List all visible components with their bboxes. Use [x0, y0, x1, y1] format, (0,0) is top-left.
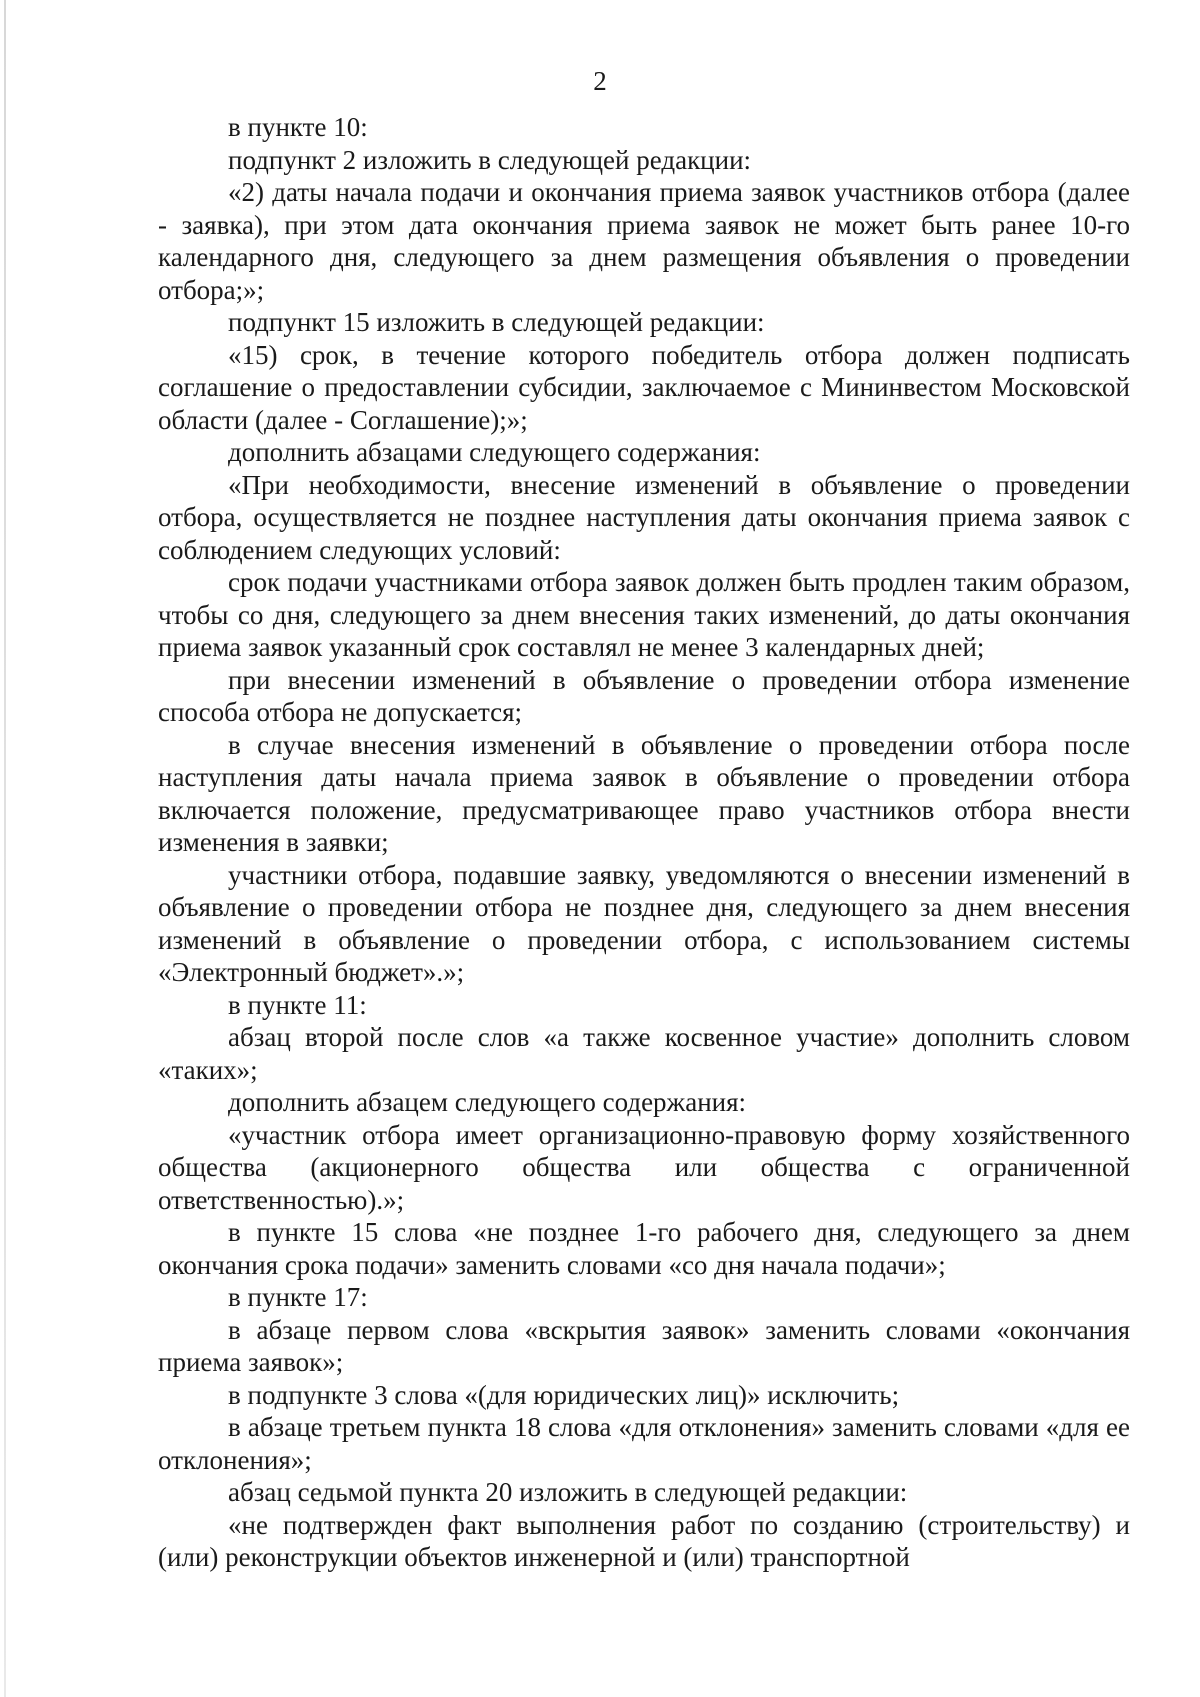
paragraph: дополнить абзацами следующего содержания: [228, 437, 761, 467]
document-body [158, 111, 1130, 1574]
paragraph: «15) срок, в течение которого победитель отбора должен подписать соглашение о предоставлении субсидии, заключаемое с Мининвестом Московской области (далее - Соглашение);»; [158, 339, 1130, 435]
paragraph: в пункте 17: [228, 1282, 368, 1312]
scan-edge [4, 0, 6, 1697]
paragraph: дополнить абзацем следующего содержания: [228, 1087, 747, 1117]
paragraph: подпункт 2 изложить в следующей редакции: [228, 144, 752, 175]
paragraph: в пункте 11: [228, 989, 367, 1020]
paragraph: абзац седьмой пункта 20 изложить в следующей редакции: [228, 1477, 908, 1507]
page-number: 2 [593, 66, 607, 96]
paragraph: в пункте 15 слова «не позднее 1-го рабочего дня, следующего за днем окончания срока подачи» заменить словами «со дня начала подачи»; [158, 1217, 1130, 1280]
paragraph: в подпункте 3 слова «(для юридических лиц)» исключить; [228, 1379, 900, 1410]
paragraph: «не подтвержден факт выполнения работ по созданию (строительству) и (или) реконструкции объектов инженерной и (или) транспортной [158, 1509, 1130, 1572]
paragraph: «2) даты начала подачи и окончания приема заявок участников отбора (далее - заявка), при этом дата окончания приема заявок не может быть ранее 10-го календарного дня, следующего за днем размещения объявления о проведении отбора;»; [158, 177, 1130, 305]
paragraph: в случае внесения изменений в объявление о проведении отбора после наступления даты начала приема заявок в объявление о проведении отбора включается положение, предусматривающее право участников отбора внести изменения в заявки; [158, 729, 1130, 857]
paragraph: в абзаце первом слова «вскрытия заявок» заменить словами «окончания приема заявок»; [158, 1314, 1130, 1377]
paragraph: «участник отбора имеет организационно-правовую форму хозяйственного общества (акционерного общества или общества с ограниченной ответственностью).»; [158, 1119, 1130, 1215]
paragraph: в пункте 10: [228, 112, 368, 142]
paragraph: срок подачи участниками отбора заявок должен быть продлен таким образом, чтобы со дня, следующего за днем внесения таких изменений, до даты окончания приема заявок указанный срок составлял не менее 3 календарных дней; [158, 567, 1130, 662]
paragraph: в абзаце третьем пункта 18 слова «для отклонения» заменить словами «для ее отклонения»; [158, 1412, 1130, 1475]
paragraph: участники отбора, подавшие заявку, уведомляются о внесении изменений в объявление о проведении отбора не позднее дня, следующего за днем внесения изменений в объявление о проведении отбора, с использованием системы «Электронный бюджет».»; [158, 859, 1130, 987]
paragraph: подпункт 15 изложить в следующей редакции: [228, 307, 765, 337]
paragraph: при внесении изменений в объявление о проведении отбора изменение способа отбора не допускается; [158, 664, 1130, 727]
paragraph: «При необходимости, внесение изменений в объявление о проведении отбора, осуществляется не позднее наступления даты окончания приема заявок с соблюдением следующих условий: [158, 469, 1130, 565]
paragraph: абзац второй после слов «а также косвенное участие» дополнить словом «таких»; [158, 1022, 1130, 1085]
